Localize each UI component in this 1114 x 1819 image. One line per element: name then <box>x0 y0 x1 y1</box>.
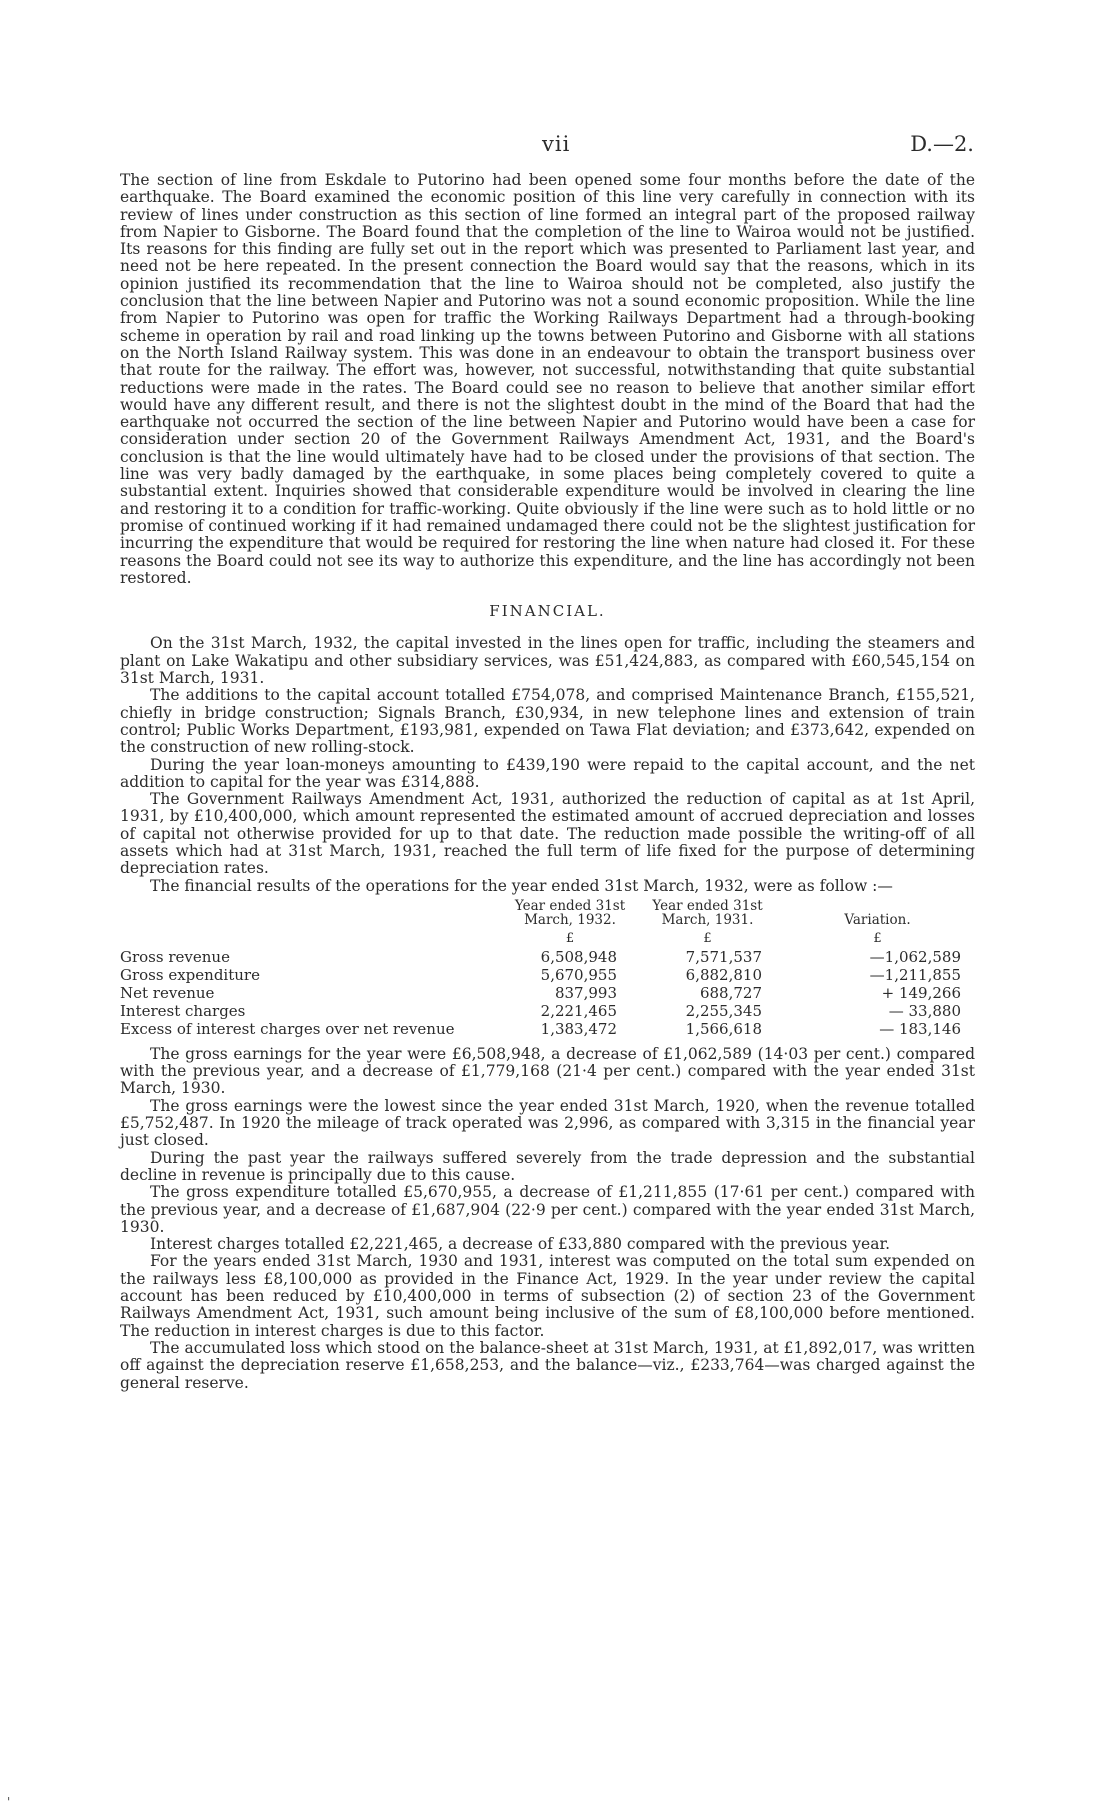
paragraph: The Government Railways Amendment Act, 1931, authorized the reduction of capital as at 1st April, 1931, by £10,400,000, which amount represented the estimated amount of accrued depreciation and losses of capital not otherwise provided for up to that date. The reduction made possible the writing-off of all assets which had at 31st March, 1931, reached the full term of life fixed for the purpose of determining depreciation rates. <box>120 790 975 878</box>
value-1932: 837,993 <box>554 983 617 1002</box>
value-1932: 1,383,472 <box>540 1019 617 1038</box>
paragraph: The gross earnings for the year were £6,508,948, a decrease of £1,062,589 (14·03 per cent.) compared with the previous year, and a decrease of £1,779,168 (21·4 per cent.) compared with the year ended 31st March, 1930. <box>120 1044 975 1098</box>
value-1932: 6,508,948 <box>540 947 617 966</box>
value-1931: 7,571,537 <box>685 947 762 966</box>
page-number: vii <box>542 132 571 156</box>
table-row <box>120 984 975 1002</box>
currency-symbol: £ <box>873 930 882 946</box>
table-row <box>120 1002 975 1020</box>
currency-symbol: £ <box>703 930 712 946</box>
currency-row <box>120 930 975 948</box>
row-label: Net revenue <box>120 983 215 1002</box>
value-1931: 2,255,345 <box>685 1001 762 1020</box>
row-label: Interest charges <box>120 1001 246 1020</box>
paragraph: Interest charges totalled £2,221,465, a decrease of £33,880 compared with the previous year. <box>150 1235 891 1254</box>
paragraph-eskdale: The section of line from Eskdale to Putorino had been opened some four months before the date of the earthquake. The Board examined the economic position of this line very carefully in connection with its review of lines under construction as this section of line formed an integral part of the proposed railway from Napier to Gisborne. The Board found that the completion of the line to Wairoa would not be justified. Its reasons for this finding are fully set out in the report which was presented to Parliament last year, and need not be here repeated. In the present connection the Board would say that the reasons, which in its opinion justified its recommendation that the line to Wairoa should not be completed, also justify the conclusion that the line between Napier and Putorino was not a sound economic proposition. While the line from Napier to Putorino was open for traffic the Working Railways Department had a through-booking scheme in operation by rail and road linking up the towns between Putorino and Gisborne with all stations on the North Island Railway system. This was done in an endeavour to obtain the transport business over that route for the railway. The effort was, however, not successful, notwithstanding that quite substantial reductions were made in the rates. The Board could see no reason to believe that another similar effort would have any different result, and there is not the slightest doubt in the mind of the Board that had the earthquake not occurred the section of the line between Napier and Putorino would have been a case for consideration under section 20 of the Government Railways Amendment Act, 1931, and the Board's conclusion is that the line would ultimately have had to be closed under the provisions of that section. The line was very badly damaged by the earthquake, in some places being completely covered to quite a substantial extent. Inquiries showed that considerable expenditure would be involved in clearing the line and restoring it to a condition for traffic-working. Quite obviously if the line were such as to hold little or no promise of continued working if it had remained undamaged there could not be the slightest justification for incurring the expenditure that would be required for restoring the line when nature had closed it. For these reasons the Board could not see its way to authorize this expenditure, and the line has accordingly not been restored. <box>120 171 975 587</box>
variation: —1,211,855 <box>869 965 961 984</box>
variation: — 33,880 <box>888 1001 961 1020</box>
paragraph: The accumulated loss which stood on the balance-sheet at 31st March, 1931, at £1,892,017, was written off against the depreciation reserve £1,658,253, and the balance—viz., £233,764—was charged against the general reserve. <box>120 1338 975 1392</box>
table-row <box>120 948 975 966</box>
table-row <box>120 966 975 984</box>
paragraph: The gross earnings were the lowest since the year ended 31st March, 1920, when the revenue totalled £5,752,487. In 1920 the mileage of track operated was 2,996, as compared with 3,315 in the financial year just closed. <box>120 1096 975 1150</box>
section-heading-financial: FINANCIAL. <box>489 602 606 621</box>
paragraph: For the years ended 31st March, 1930 and 1931, interest was computed on the total sum expended on the railways less £8,100,000 as provided in the Finance Act, 1929. In the year under review the capital account has been reduced by £10,400,000 in terms of subsection (2) of section 23 of the Government Railways Amendment Act, 1931, such amount being inclusive of the sum of £8,100,000 before mentioned. The reduction in interest charges is due to this factor. <box>120 1252 975 1340</box>
variation: —1,062,589 <box>869 947 961 966</box>
variation: — 183,146 <box>879 1019 961 1038</box>
document-body <box>120 172 975 1392</box>
financial-results-table <box>120 899 975 1038</box>
page-header <box>0 132 1114 162</box>
value-1932: 5,670,955 <box>540 965 617 984</box>
paragraph: The gross expenditure totalled £5,670,955, a decrease of £1,211,855 (17·61 per cent.) compared with the previous year, and a decrease of £1,687,904 (22·9 per cent.) compared with the year ended 31st March, 1930. <box>120 1183 975 1236</box>
document-reference: D.—2. <box>910 132 974 156</box>
column-header: Year ended 31st March, 1931. <box>652 897 763 929</box>
table-row <box>120 1020 975 1038</box>
table-header-row <box>120 899 975 930</box>
row-label: Gross expenditure <box>120 965 260 984</box>
paragraph: The financial results of the operations for the year ended 31st March, 1932, were as follow :— <box>150 876 893 895</box>
row-label: Excess of interest charges over net revenue <box>120 1019 455 1038</box>
variation: + 149,266 <box>881 983 961 1002</box>
row-label: Gross revenue <box>120 947 230 966</box>
paragraph: On the 31st March, 1932, the capital invested in the lines open for traffic, including the steamers and plant on Lake Wakatipu and other subsidiary services, was £51,424,883, as compared with £60,545,154 on 31st March, 1931. <box>120 634 975 688</box>
paragraph: The additions to the capital account totalled £754,078, and comprised Maintenance Branch, £155,521, chiefly in bridge construction; Signals Branch, £30,934, in new telephone lines and extension of train control; Public Works Department, £193,981, expended on Tawa Flat deviation; and £373,642, expended on the construction of new rolling-stock. <box>120 686 975 757</box>
column-header: Variation. <box>844 912 911 929</box>
column-header: Year ended 31st March, 1932. <box>514 897 626 929</box>
paragraph: During the year loan-moneys amounting to £439,190 were repaid to the capital account, and the net addition to capital for the year was £314,888. <box>120 755 975 791</box>
value-1932: 2,221,465 <box>540 1001 617 1020</box>
value-1931: 688,727 <box>699 983 762 1002</box>
currency-symbol: £ <box>565 930 575 946</box>
value-1931: 6,882,810 <box>685 965 762 984</box>
margin-mark: ' <box>7 1795 11 1809</box>
paragraph: During the past year the railways suffered severely from the trade depression and the substantial decline in revenue is principally due to this cause. <box>120 1148 975 1184</box>
value-1931: 1,566,618 <box>685 1019 762 1038</box>
